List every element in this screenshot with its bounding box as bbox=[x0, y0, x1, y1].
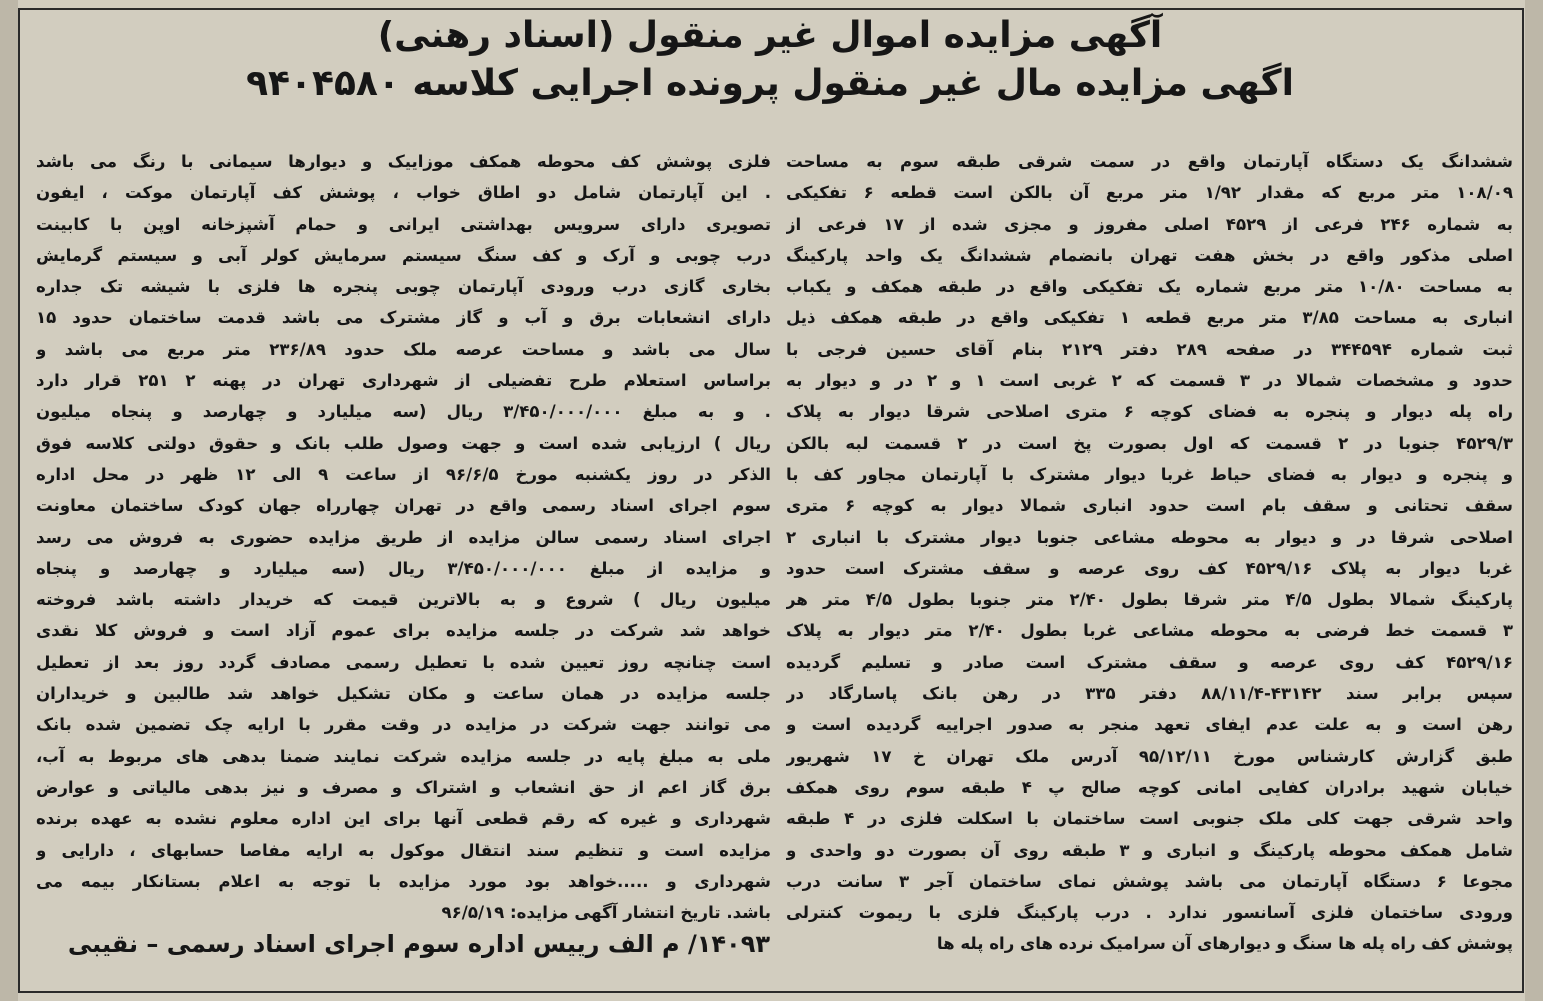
text-line: ششدانگ یک دستگاه آپارتمان واقع در سمت شرقی طبقه سوم به مساحت bbox=[786, 152, 1513, 171]
text-line: اصلاحی شرقا در و دیوار به محوطه مشاعی جنوبا دیوار مشترک با انباری ۲ bbox=[786, 527, 1513, 547]
text-line: پارکینگ شمالا بطول ۴/۵ متر شرقا بطول ۲/۴۰ متر جنوبا بطول ۴/۵ متر هر bbox=[786, 590, 1513, 610]
notice-header bbox=[20, 12, 1520, 108]
text-line: میلیون ریال ) شروع و به بالاترین قیمت که خریدار داشته باشد فروخته bbox=[36, 590, 771, 610]
text-line: برق گاز اعم از حق انشعاب و اشتراک و مصرف و نیز بدهی مالیاتی و عوارض bbox=[36, 777, 771, 797]
text-line: ملی به مبلغ پایه در جلسه مزایده شرکت نمایند ضمنا بدهی های مربوط به آب، bbox=[36, 746, 771, 766]
text-line: . این آپارتمان شامل دو اطاق خواب ، پوشش کف آپارتمان موکت ، ایفون bbox=[36, 183, 771, 203]
text-line: الذکر در روز یکشنبه مورخ ۹۶/۶/۵ از ساعت ۹ الی ۱۲ ظهر در محل اداره bbox=[36, 464, 771, 484]
notice-signature: ۱۴۰۹۳/ م الف رییس اداره سوم اجرای اسناد رسمی – نقیبی bbox=[67, 930, 770, 958]
text-line: ریال ) ارزیابی شده است و جهت وصول طلب بانک و حقوق دولتی کلاسه فوق bbox=[36, 433, 771, 453]
page-margin-right bbox=[1525, 0, 1543, 1001]
text-line: ورودی ساختمان فلزی آسانسور ندارد . درب پارکینگ فلزی با ریموت کنترلی bbox=[786, 903, 1513, 923]
text-line: فلزی پوشش کف محوطه همکف موزاییک و دیوارها سیمانی با رنگ می باشد bbox=[36, 152, 771, 171]
text-line: ثبت شماره ۳۴۴۵۹۴ در صفحه ۲۸۹ دفتر ۲۱۲۹ بنام آقای حسین فرجی با bbox=[786, 339, 1513, 359]
text-line: سپس برابر سند ۴۳۱۴۲-۸۸/۱۱/۴ دفتر ۳۳۵ در رهن بانک پاسارگاد در bbox=[786, 684, 1513, 704]
text-line: مجوعا ۶ دستگاه آپارتمان می باشد پوشش نمای ساختمان آجر ۳ سانت درب bbox=[786, 871, 1513, 891]
text-line: و پنجره و دیوار به فضای حیاط غربا دیوار مشترک با آپارتمان مجاور کف با bbox=[786, 464, 1513, 484]
left-text-column bbox=[36, 146, 771, 928]
text-line: راه پله دیوار و پنجره به فضای کوچه ۶ متری اصلاحی شرقا دیوار به پلاک bbox=[786, 402, 1513, 422]
text-line: حدود و مشخصات شمالا در ۳ قسمت که ۲ غربی است ۱ و ۲ در و دیوار به bbox=[786, 371, 1513, 391]
text-line: ۱۰۸/۰۹ متر مربع که مقدار ۱/۹۲ متر مربع آن بالکن است قطعه ۶ تفکیکی bbox=[786, 183, 1513, 203]
text-line: می توانند جهت شرکت در مزایده در وقت مقرر با ارایه چک تضمین شده بانک bbox=[36, 715, 771, 735]
text-line: شهرداری و غیره که رقم قطعی آنها برای این اداره معلوم نشده به عهده برنده bbox=[36, 809, 771, 829]
right-text-column bbox=[786, 146, 1513, 960]
text-line: اجرای اسناد رسمی سالن مزایده از طریق مزایده حضوری به فروش می رسد bbox=[36, 527, 771, 547]
text-line: انباری به مساحت ۳/۸۵ متر مربع قطعه ۱ تفکیکی واقع در طبقه همکف ذیل bbox=[786, 308, 1513, 328]
notice-subtitle: اگهی مزایده مال غیر منقول پرونده اجرایی کلاسه ۹۴۰۴۵۸۰ bbox=[246, 63, 1294, 104]
text-line: طبق گزارش کارشناس مورخ ۹۵/۱۲/۱۱ آدرس ملک تهران خ ۱۷ شهریور bbox=[786, 746, 1513, 766]
text-line: خیابان شهید برادران کفایی امانی کوچه صالح پ ۴ طبقه سوم روی همکف bbox=[786, 777, 1513, 797]
text-line: بخاری گازی درب ورودی آپارتمان چوبی پنجره ها فلزی با شیشه تک جداره bbox=[36, 277, 771, 297]
text-line: غربا دیوار به پلاک ۴۵۲۹/۱۶ کف روی عرصه و سقف مشترک است حدود bbox=[786, 558, 1513, 578]
text-line: و مزایده از مبلغ ۳/۴۵۰/۰۰۰/۰۰۰ ریال (سه میلیارد و چهارصد و پنجاه bbox=[36, 558, 771, 578]
text-line: باشد. تاریخ انتشار آگهی مزایده: ۹۶/۵/۱۹ bbox=[441, 903, 771, 923]
text-line: شهرداری و .....خواهد بود مورد مزایده با توجه به اعلام بستانکار بیمه می bbox=[36, 871, 771, 891]
text-line: ۴۵۲۹/۱۶ کف روی عرصه و سقف مشترک است صادر و تسلیم گردیده bbox=[786, 652, 1513, 672]
text-line: دارای انشعابات برق و آب و گاز مشترک می باشد قدمت ساختمان حدود ۱۵ bbox=[36, 308, 771, 328]
text-line: به شماره ۲۴۶ فرعی از ۴۵۲۹ اصلی مفروز و مجزی شده از ۱۷ فرعی از bbox=[786, 214, 1513, 234]
text-line: اصلی مذکور واقع در بخش هفت تهران بانضمام ششدانگ یک واحد پارکینگ bbox=[786, 245, 1513, 265]
text-line: سال می باشد و مساحت عرصه ملک حدود ۲۳۶/۸۹ متر مربع می باشد و bbox=[36, 339, 771, 359]
text-line: به مساحت ۱۰/۸۰ متر مربع شماره یک تفکیکی واقع در طبقه همکف و یکباب bbox=[786, 277, 1513, 297]
text-line: است چنانچه روز تعیین شده با تعطیل رسمی مصادف گردد روز بعد از تعطیل bbox=[36, 652, 771, 672]
text-line: تصویری دارای سرویس بهداشتی ایرانی و حمام آشپزخانه اوپن با کابینت bbox=[36, 214, 771, 234]
text-line: سوم اجرای اسناد رسمی واقع در تهران چهارراه جهان کودک ساختمان معاونت bbox=[36, 496, 771, 516]
text-line: مزایده است و تنظیم سند انتقال موکول به ارایه مفاصا حسابهای ، دارایی و bbox=[36, 840, 771, 860]
text-line: شامل همکف محوطه پارکینگ و انباری و ۳ طبقه روی آن بصورت دو واحدی و bbox=[786, 840, 1513, 860]
notice-title: آگهی مزایده اموال غیر منقول (اسناد رهنی) bbox=[377, 15, 1163, 56]
text-line: واحد شرقی جهت کلی ملک جنوبی است ساختمان با اسکلت فلزی در ۴ طبقه bbox=[786, 809, 1513, 829]
text-line: پوشش کف راه پله ها سنگ و دیوارهای آن سرامیک نرده های راه پله ها bbox=[936, 934, 1513, 954]
text-line: خواهد شد شرکت در جلسه مزایده برای عموم آزاد است و فروش کلا نقدی bbox=[36, 621, 771, 641]
text-line: براساس استعلام طرح تفضیلی از شهرداری تهران در پهنه ۲ ۲۵۱ قرار دارد bbox=[36, 371, 771, 391]
text-line: رهن است و به علت عدم ایفای تعهد منجر به صدور اجراییه گردیده است و bbox=[786, 715, 1513, 735]
text-line: ۳ قسمت خط فرضی به محوطه مشاعی غربا بطول ۲/۴۰ متر دیوار به پلاک bbox=[786, 621, 1513, 641]
text-line: . و به مبلغ ۳/۴۵۰/۰۰۰/۰۰۰ ریال (سه میلیارد و چهارصد و پنجاه میلیون bbox=[36, 402, 771, 422]
text-line: سقف تحتانی و سقف بام است حدود انباری شمالا دیوار به کوچه ۶ متری bbox=[786, 496, 1513, 516]
text-line: درب چوبی و آرک و کف سنگ سیستم سرمایش کولر آبی و سیستم گرمایش bbox=[36, 245, 771, 265]
text-line: ۴۵۲۹/۳ جنوبا در ۲ قسمت که اول بصورت پخ است در ۲ قسمت لبه بالکن bbox=[786, 433, 1513, 453]
page-margin-left bbox=[0, 0, 18, 1001]
text-line: جلسه مزایده در همان ساعت و مکان تشکیل خواهد شد طالبین و خریداران bbox=[36, 684, 771, 704]
